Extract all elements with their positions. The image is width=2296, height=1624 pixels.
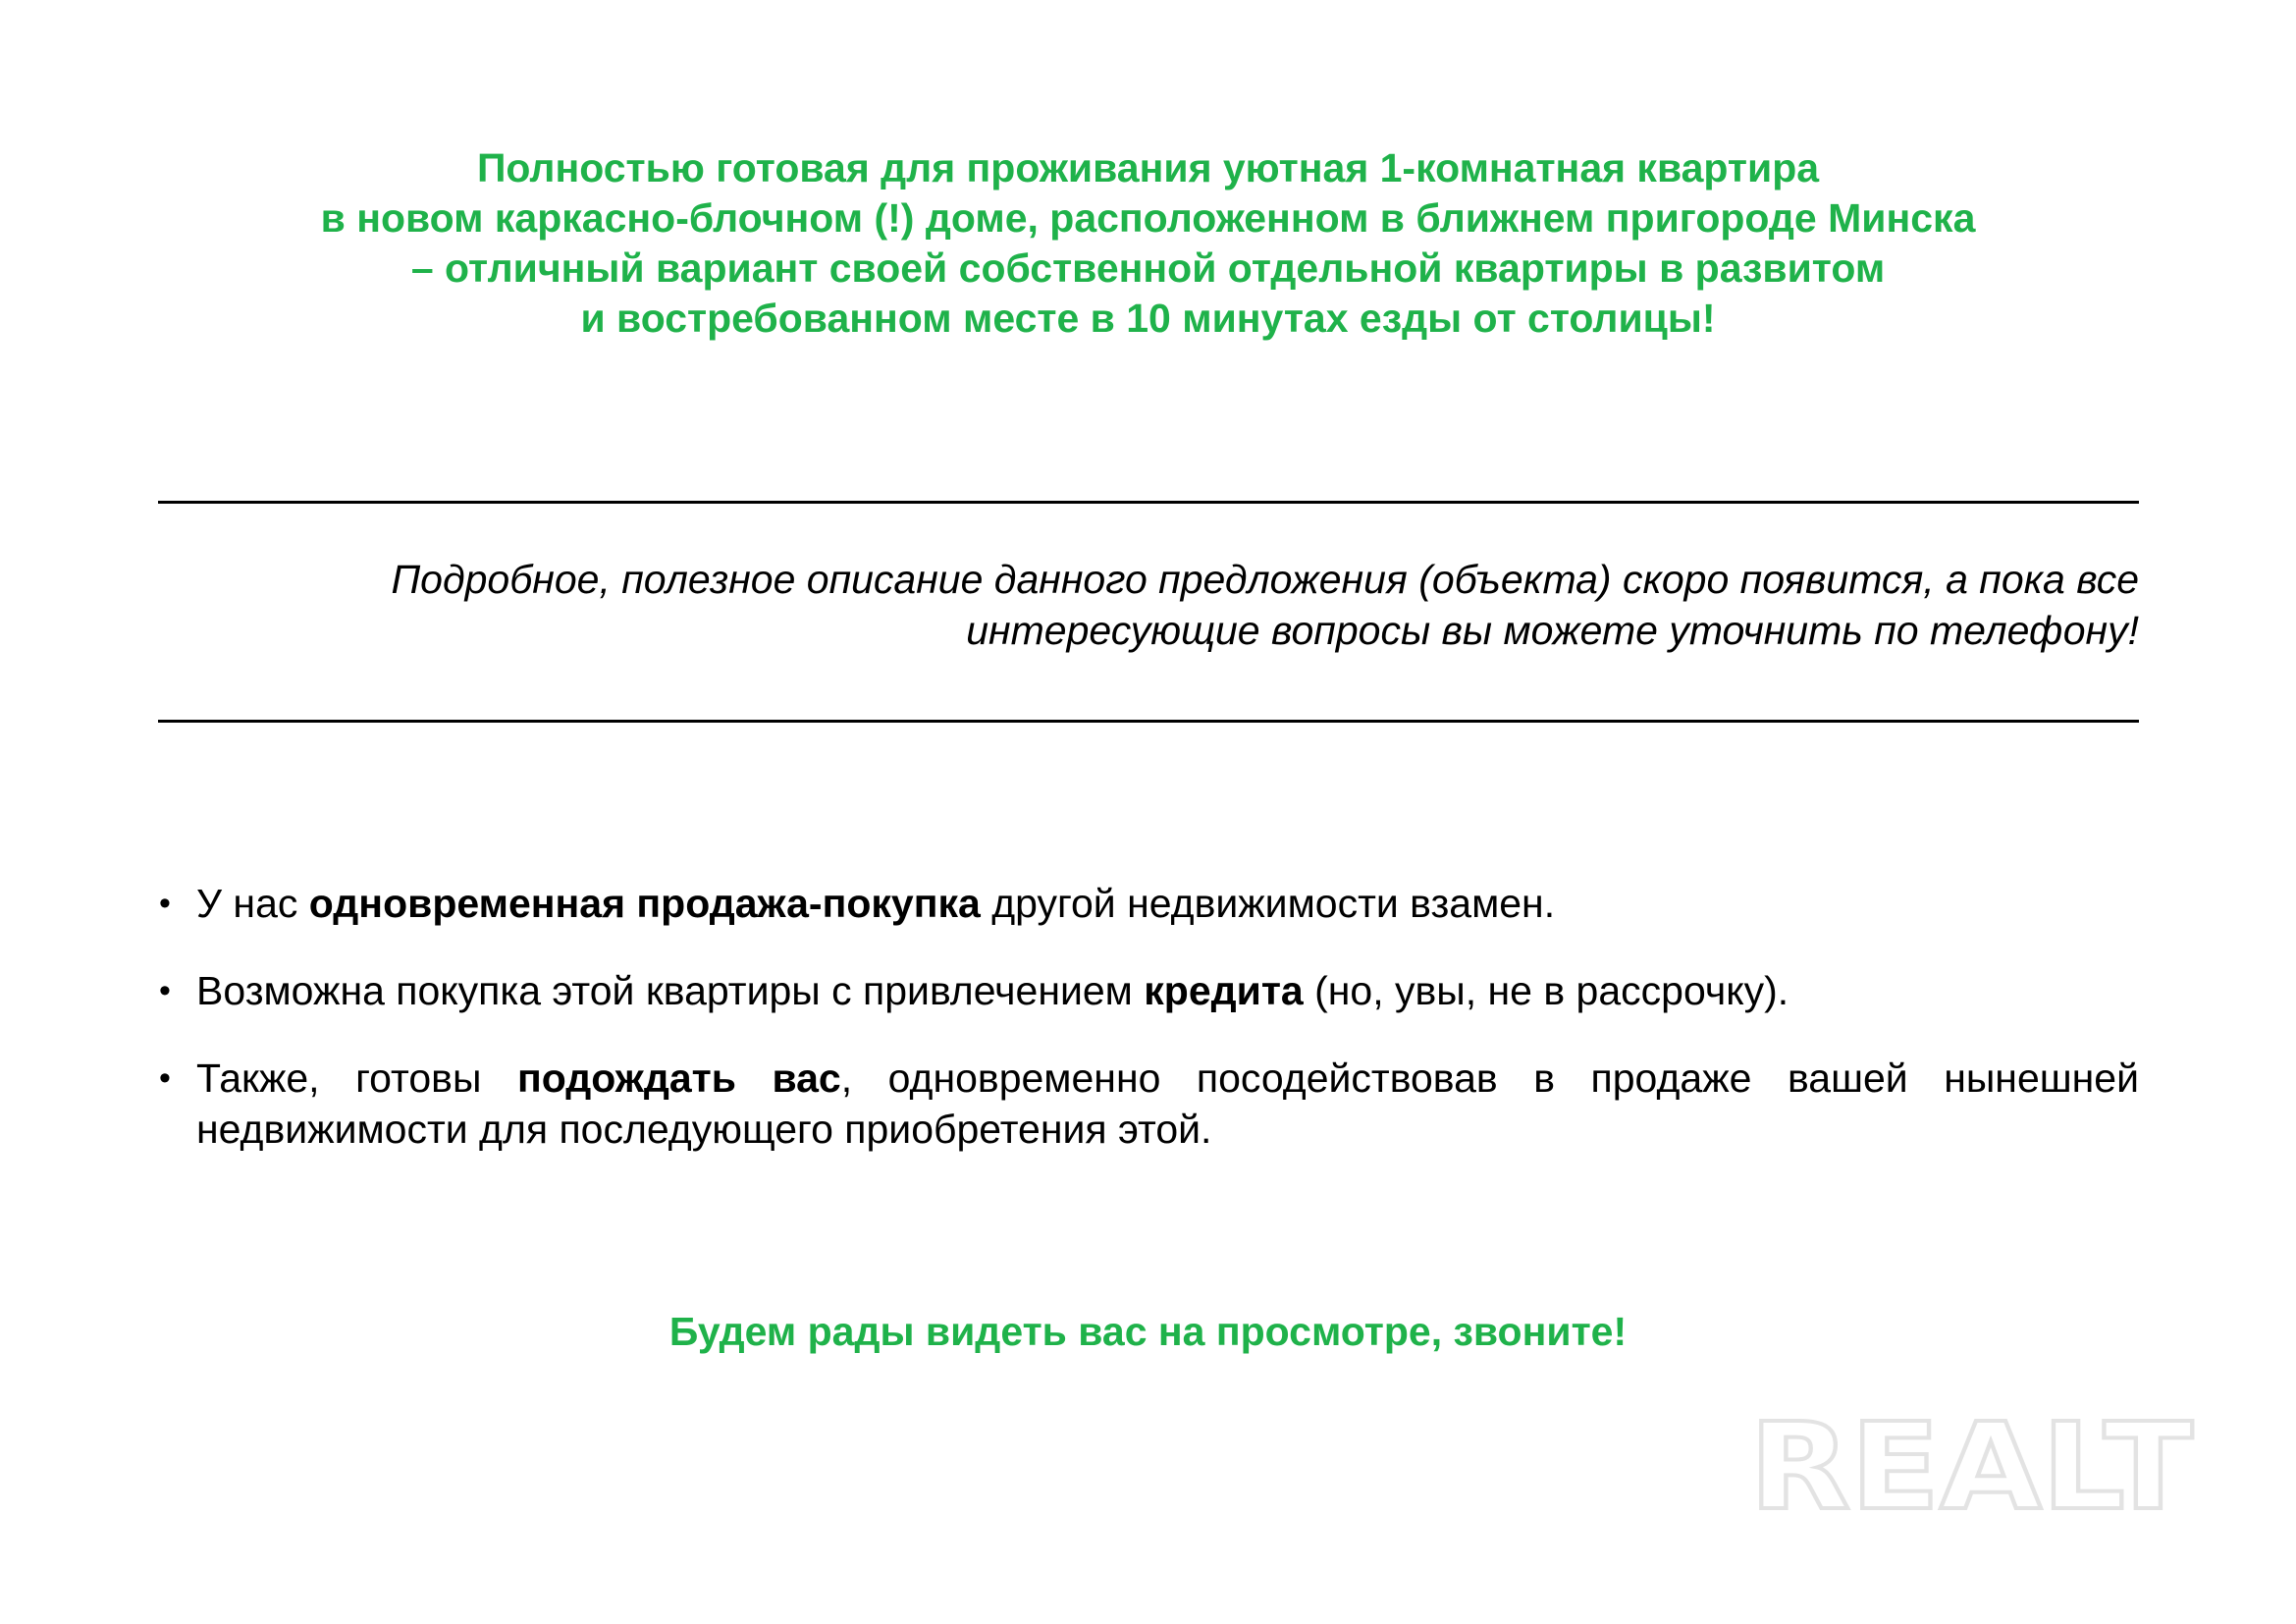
item-text-after: , одновременно посодействовав в продаже вашей нынешней недвижимости для последующего приобретения этой.: [196, 1056, 2139, 1152]
bullet-icon: •: [159, 972, 171, 1009]
list-item: [157, 965, 2139, 1016]
item-text-bold: подождать вас: [516, 1056, 841, 1101]
item-text-after: (но, увы, не в рассрочку).: [1303, 968, 1789, 1013]
item-text-before: У нас: [196, 881, 309, 926]
headline-line-2: в новом каркасно-блочном (!) доме, расположенном в ближнем пригороде Минска: [320, 195, 1976, 241]
list-item: [157, 878, 2139, 929]
divider-top: [158, 501, 2139, 504]
item-text-bold: одновременная продажа-покупка: [308, 881, 981, 926]
headline-line-3: – отличный вариант своей собственной отдельной квартиры в развитом: [410, 245, 1886, 291]
headline-line-1: Полностью готовая для проживания уютная 1-комнатная квартира: [476, 145, 1820, 190]
realt-watermark-logo: [1745, 1414, 2197, 1517]
note-line-2: интересующие вопросы вы можете уточнить по телефону!: [966, 608, 2139, 653]
conditions-list: [157, 878, 2139, 1191]
headline-line-4: и востребованном месте в 10 минутах езды от столицы!: [580, 296, 1716, 341]
item-text-bold: кредита: [1144, 968, 1304, 1013]
item-text-before: Также, готовы: [196, 1056, 517, 1101]
headline: [157, 143, 2139, 344]
note-line-1: Подробное, полезное описание данного предложения (объекта) скоро появится, а пока все: [391, 557, 2139, 602]
item-text-before: Возможна покупка этой квартиры с привлечением: [196, 968, 1145, 1013]
description-note: [157, 554, 2139, 656]
watermark-text: REALT: [1749, 1414, 2193, 1517]
bullet-icon: •: [159, 1059, 171, 1097]
bullet-icon: •: [159, 885, 171, 922]
list-item: [157, 1053, 2139, 1155]
item-text-after: другой недвижимости взамен.: [980, 881, 1556, 926]
divider-bottom: [158, 720, 2139, 723]
closing-call-to-action: Будем рады видеть вас на просмотре, звоните!: [668, 1309, 1628, 1354]
